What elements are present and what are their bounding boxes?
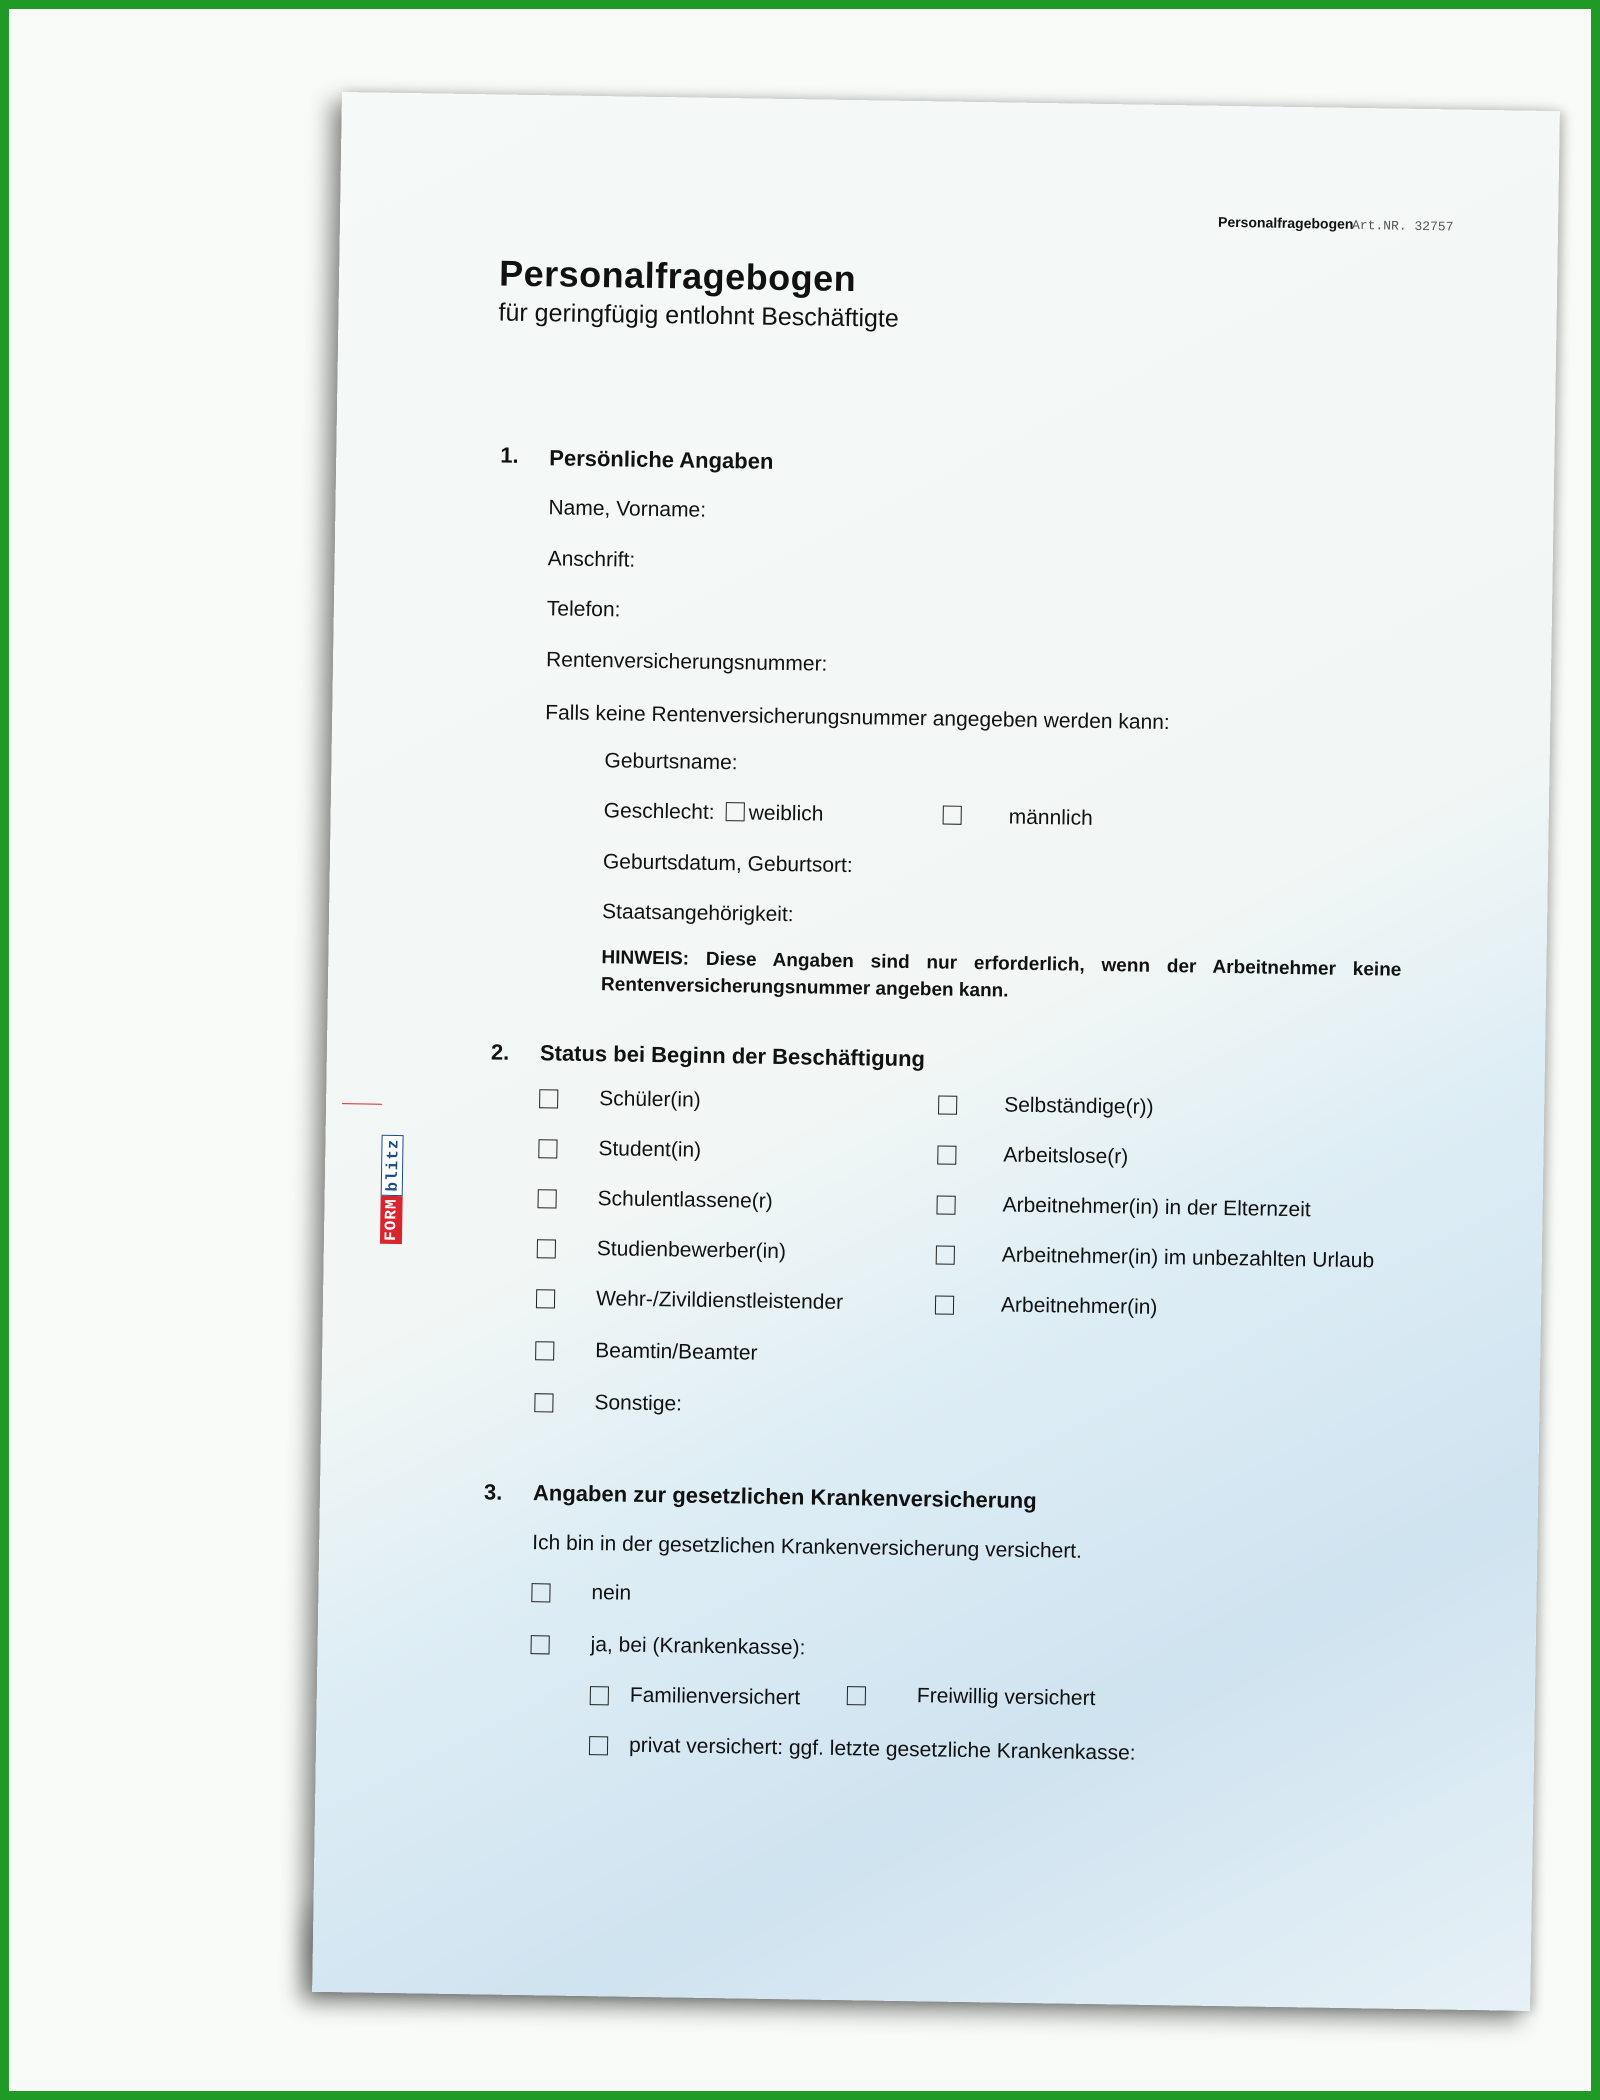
status-label-selbstaendige: Selbständige(r)) — [1003, 1093, 1154, 1119]
logo-text-blitz: blitz — [381, 1134, 404, 1195]
section1-number: 1. — [500, 442, 519, 468]
section2-number: 2. — [490, 1039, 510, 1065]
name-label: Name, Vorname: — [548, 496, 707, 522]
voluntary-insured-checkbox[interactable] — [847, 1686, 866, 1705]
private-insured-checkbox[interactable] — [589, 1736, 608, 1755]
logo-rule — [342, 1103, 382, 1105]
status-label-arbeitnehmer: Arbeitnehmer(in) — [1000, 1293, 1158, 1319]
formblitz-logo — [380, 1104, 404, 1244]
status-checkbox-wehrdienst[interactable] — [536, 1289, 555, 1308]
status-checkbox-schueler[interactable] — [539, 1089, 558, 1108]
gender-male-label: männlich — [1008, 805, 1093, 830]
insurance-no-label: nein — [591, 1581, 632, 1605]
birth-date-place-label: Geburtsdatum, Geburtsort: — [602, 850, 853, 878]
status-checkbox-elternzeit[interactable] — [936, 1195, 955, 1214]
status-label-unbezahlter-urlaub: Arbeitnehmer(in) im unbezahlten Urlaub — [1001, 1243, 1375, 1273]
status-checkbox-arbeitslose[interactable] — [937, 1145, 956, 1164]
status-label-sonstige: Sonstige: — [594, 1391, 683, 1416]
status-label-wehrdienst: Wehr-/Zivildienstleistender — [595, 1287, 844, 1315]
voluntary-insured-label: Freiwillig versichert — [916, 1684, 1096, 1711]
insurance-no-checkbox[interactable] — [531, 1583, 550, 1602]
status-checkbox-studienbewerber[interactable] — [537, 1239, 556, 1258]
section2-title: Status bei Beginn der Beschäftigung — [539, 1040, 926, 1072]
status-checkbox-student[interactable] — [538, 1139, 557, 1158]
status-label-schulentlassene: Schulentlassene(r) — [597, 1187, 773, 1213]
insurance-yes-label: ja, bei (Krankenkasse): — [590, 1633, 806, 1660]
section3-number: 3. — [483, 1479, 503, 1505]
section3-title: Angaben zur gesetzlichen Krankenversicherung — [532, 1480, 1037, 1514]
status-label-studienbewerber: Studienbewerber(in) — [596, 1237, 787, 1264]
hint-note: HINWEIS: Diese Angaben sind nur erforderlich, wenn der Arbeitnehmer keine Rentenversicherungsnummer angeben kann. — [600, 947, 1402, 1002]
fallback-label: Falls keine Rentenversicherungsnummer angegeben werden kann: — [545, 701, 1170, 735]
family-insured-label: Familienversichert — [629, 1683, 801, 1710]
logo-text-form: FORM — [380, 1195, 403, 1244]
page-subtitle: für geringfügig entlohnt Beschäftigte — [498, 298, 900, 333]
status-label-arbeitslose: Arbeitslose(r) — [1003, 1143, 1129, 1169]
address-label: Anschrift: — [547, 547, 636, 572]
header-art-nr: Art.NR. 32757 — [1351, 217, 1454, 235]
status-checkbox-arbeitnehmer[interactable] — [935, 1295, 954, 1314]
pension-number-label: Rentenversicherungsnummer: — [545, 648, 828, 676]
section1-title: Persönliche Angaben — [549, 445, 774, 474]
private-insured-label: privat versichert: ggf. letzte gesetzliche Krankenkasse: — [628, 1733, 1136, 1765]
status-checkbox-selbstaendige[interactable] — [938, 1095, 957, 1114]
gender-label: Geschlecht: — [603, 799, 715, 824]
header-doc-name: Personalfragebogen — [1217, 213, 1354, 232]
status-label-beamter: Beamtin/Beamter — [595, 1339, 758, 1365]
phone-label: Telefon: — [546, 597, 621, 622]
status-checkbox-schulentlassene[interactable] — [537, 1189, 556, 1208]
form-page — [312, 92, 1560, 2011]
family-insured-checkbox[interactable] — [590, 1686, 609, 1705]
status-checkbox-beamter[interactable] — [535, 1341, 554, 1360]
insurance-statement: Ich bin in der gesetzlichen Krankenversicherung versichert. — [532, 1531, 1083, 1563]
status-checkbox-sonstige[interactable] — [534, 1393, 553, 1412]
gender-female-label: weiblich — [748, 801, 824, 826]
birthname-label: Geburtsname: — [604, 749, 738, 775]
status-checkbox-unbezahlter-urlaub[interactable] — [936, 1245, 955, 1264]
status-label-elternzeit: Arbeitnehmer(in) in der Elternzeit — [1002, 1193, 1311, 1222]
page-title: Personalfragebogen — [498, 252, 857, 300]
gender-female-checkbox[interactable] — [726, 802, 745, 821]
status-label-schueler: Schüler(in) — [599, 1087, 701, 1112]
nationality-label: Staatsangehörigkeit: — [601, 900, 794, 927]
gender-male-checkbox[interactable] — [943, 806, 962, 825]
status-label-student: Student(in) — [598, 1137, 702, 1162]
insurance-yes-checkbox[interactable] — [530, 1635, 549, 1654]
